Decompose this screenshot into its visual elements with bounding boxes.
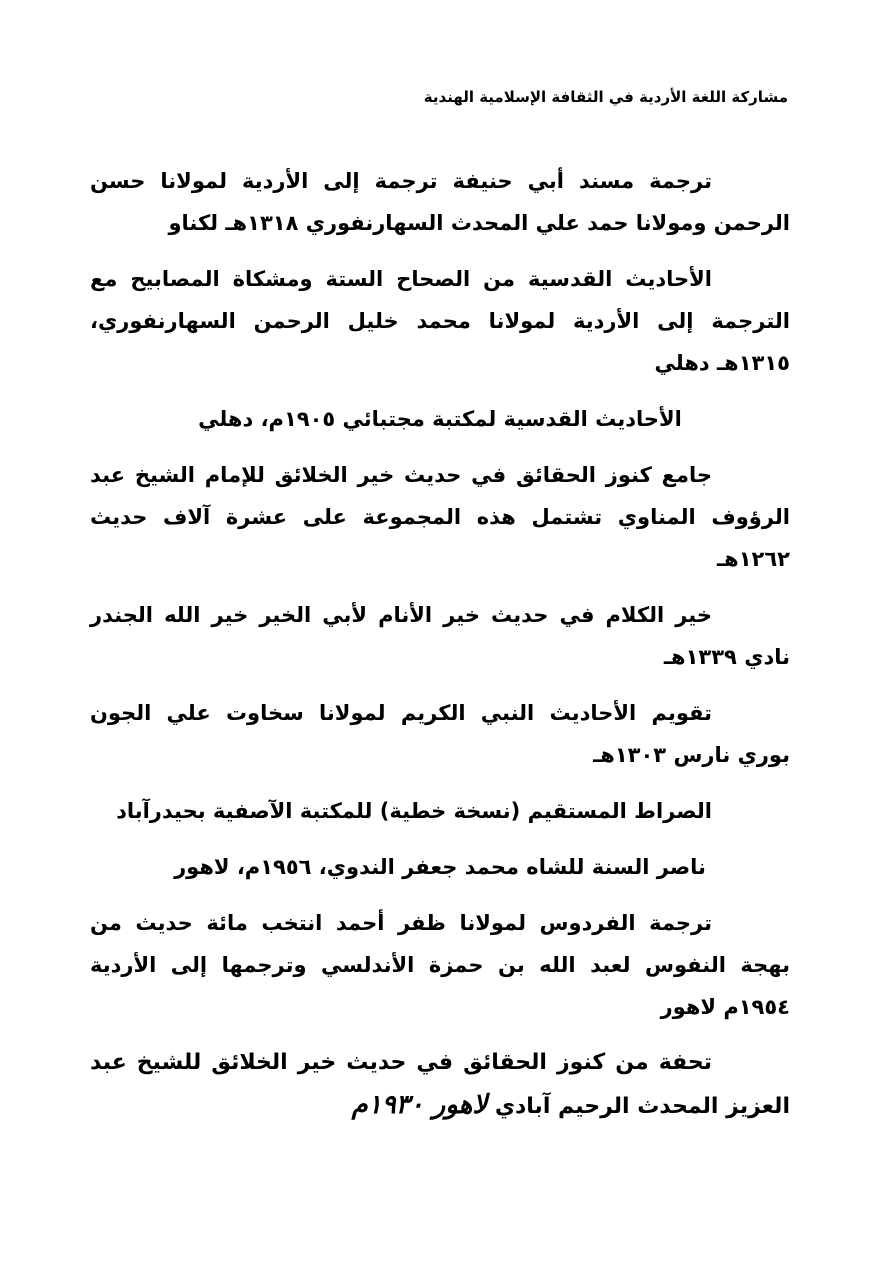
entry-text: تقويم الأحاديث النبي الكريم لمولانا سخاوت علي الجون بوري نارس ١٣٠٣هـ: [90, 701, 790, 767]
running-header: مشاركة اللغة الأردية في الثقافة الإسلامية الهندية: [423, 88, 788, 106]
bibliography-entry: [90, 692, 790, 776]
bibliography-entry: [90, 398, 790, 440]
bibliography-entry: [90, 160, 790, 244]
bibliography-entry: [90, 902, 790, 1028]
bibliography-entry: [90, 258, 790, 384]
bibliography-entry: [90, 454, 790, 580]
entry-text: ترجمة مسند أبي حنيفة ترجمة إلى الأردية لمولانا حسن الرحمن ومولانا حمد علي المحدث السهارنفوري ١٣١٨هـ لكناو: [90, 169, 790, 235]
entry-text: ترجمة الفردوس لمولانا ظفر أحمد انتخب مائة حديث من بهجة النفوس لعبد الله بن حمزة الأندلسي وترجمها إلى الأردية ١٩٥٤م لاهور: [90, 911, 790, 1019]
entry-text: ناصر السنة للشاه محمد جعفر الندوي، ١٩٥٦م، لاهور: [174, 855, 706, 879]
bibliography-entry: [90, 790, 790, 832]
bibliography-entry: [90, 594, 790, 678]
entry-text: جامع كنوز الحقائق في حديث خير الخلائق للإمام الشيخ عبد الرؤوف المناوي تشتمل هذه المجموعة على عشرة آلاف حديث ١٢٦٢هـ: [90, 463, 790, 571]
entry-text: تحفة من كنوز الحقائق في حديث خير الخلائق للشيخ عبد العزيز المحدث الرحيم آبادي: [90, 1050, 790, 1119]
bibliography-entry: [90, 846, 790, 888]
entry-text: الأحاديث القدسية من الصحاح الستة ومشكاة المصابيح مع الترجمة إلى الأردية لمولانا محمد خليل الرحمن السهارنفوري، ١٣١٥هـ دهلي: [90, 267, 790, 375]
bibliography-list: [90, 160, 790, 1142]
entry-text: الصراط المستقيم (نسخة خطية) للمكتبة الآصفية بحيدرآباد: [116, 799, 712, 823]
bibliography-entry: [90, 1042, 790, 1128]
entry-text: الأحاديث القدسية لمكتبة مجتبائي ١٩٠٥م، دهلي: [198, 407, 682, 431]
entry-text: خير الكلام في حديث خير الأنام لأبي الخير خير الله الجندر نادي ١٣٣٩هـ: [90, 603, 790, 669]
handwritten-annotation: لاهور ١٩٣٠م: [351, 1090, 488, 1120]
